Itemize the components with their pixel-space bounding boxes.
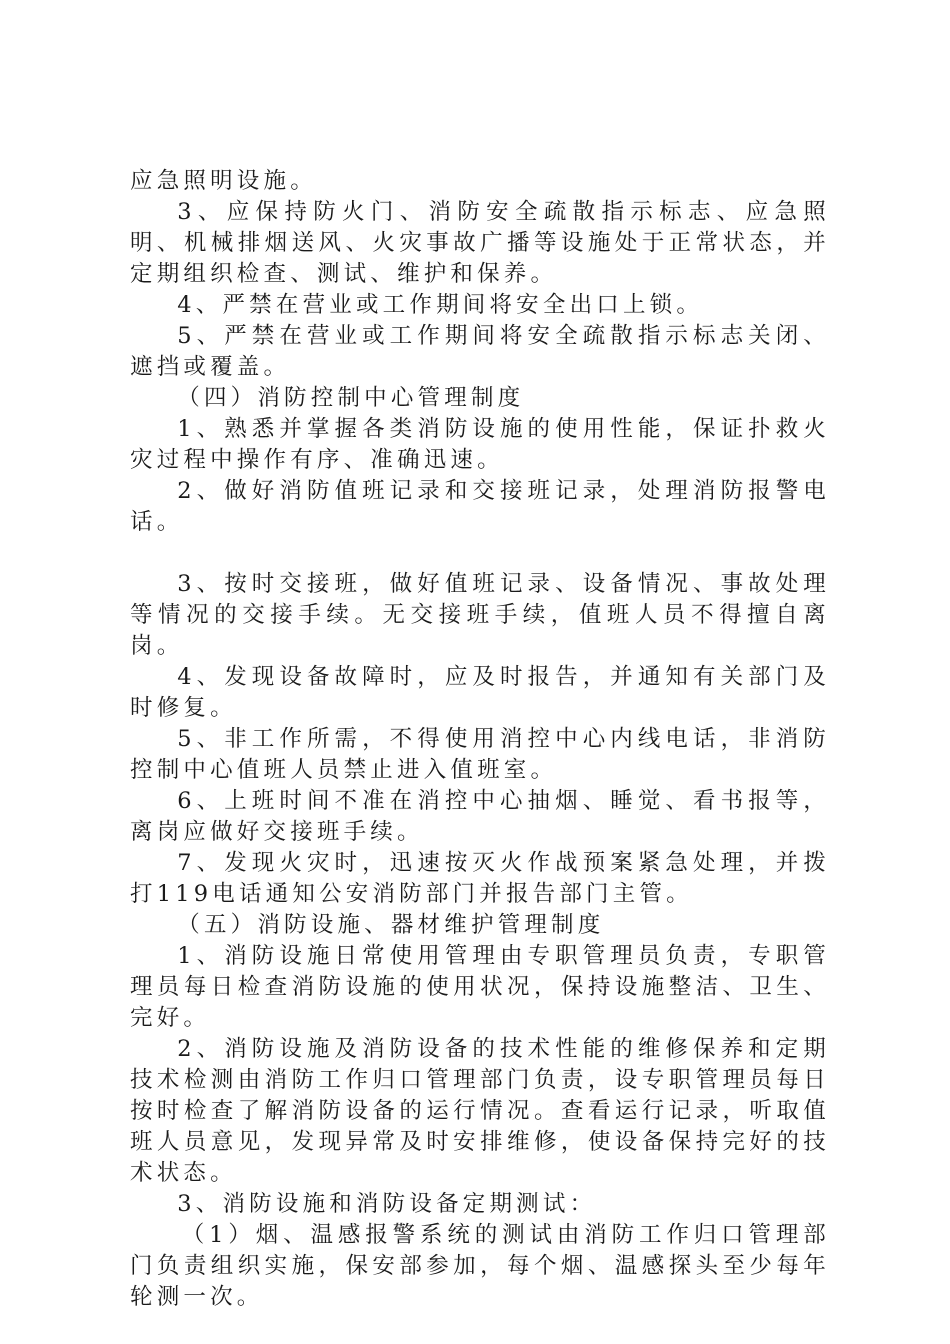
paragraph-control-item-4: 4、发现设备故障时，应及时报告，并通知有关部门及时修复。 bbox=[130, 664, 830, 721]
paragraph-control-item-1: 1、熟悉并掌握各类消防设施的使用性能，保证扑救火灾过程中操作有序、准确迅速。 bbox=[130, 416, 830, 473]
paragraph-control-item-7: 7、发现火灾时，迅速按灭火作战预案紧急处理，并拨打119电话通知公安消防部门并报告部门主管。 bbox=[130, 850, 830, 907]
paragraph-maintenance-item-2: 2、消防设施及消防设备的技术性能的维修保养和定期技术检测由消防工作归口管理部门负责，设专职管理员每日按时检查了解消防设备的运行情况。查看运行记录，听取值班人员意见，发现异常及时安排维修，使设备保持完好的技术状态。 bbox=[130, 1036, 830, 1186]
paragraph-continuation: 应急照明设施。 bbox=[130, 168, 317, 194]
paragraph-control-item-2: 2、做好消防值班记录和交接班记录，处理消防报警电话。 bbox=[130, 478, 830, 535]
paragraph-maintenance-subitem-1: （1）烟、温感报警系统的测试由消防工作归口管理部门负责组织实施，保安部参加，每个烟、温感探头至少每年轮测一次。 bbox=[130, 1222, 830, 1310]
paragraph-maintenance-item-3: 3、消防设施和消防设备定期测试： bbox=[177, 1191, 597, 1217]
section-heading-control-center: （四）消防控制中心管理制度 bbox=[177, 385, 525, 411]
paragraph-control-item-3: 3、按时交接班，做好值班记录、设备情况、事故处理等情况的交接手续。无交接班手续，值班人员不得擅自离岗。 bbox=[130, 571, 830, 659]
section-heading-maintenance: （五）消防设施、器材维护管理制度 bbox=[177, 912, 605, 938]
document-body bbox=[130, 166, 830, 1313]
paragraph-maintenance-item-1: 1、消防设施日常使用管理由专职管理员负责，专职管理员每日检查消防设施的使用状况，保持设施整洁、卫生、完好。 bbox=[130, 943, 830, 1031]
paragraph-item-4-exit-lock: 4、严禁在营业或工作期间将安全出口上锁。 bbox=[177, 292, 704, 318]
paragraph-control-item-5: 5、非工作所需，不得使用消控中心内线电话，非消防控制中心值班人员禁止进入值班室。 bbox=[130, 726, 830, 783]
paragraph-item-3-fire-doors: 3、应保持防火门、消防安全疏散指示标志、应急照明、机械排烟送风、火灾事故广播等设施处于正常状态，并定期组织检查、测试、维护和保养。 bbox=[130, 199, 830, 287]
paragraph-control-item-6: 6、上班时间不准在消控中心抽烟、睡觉、看书报等，离岗应做好交接班手续。 bbox=[130, 788, 830, 845]
paragraph-item-5-signs: 5、严禁在营业或工作期间将安全疏散指示标志关闭、遮挡或覆盖。 bbox=[130, 323, 830, 380]
